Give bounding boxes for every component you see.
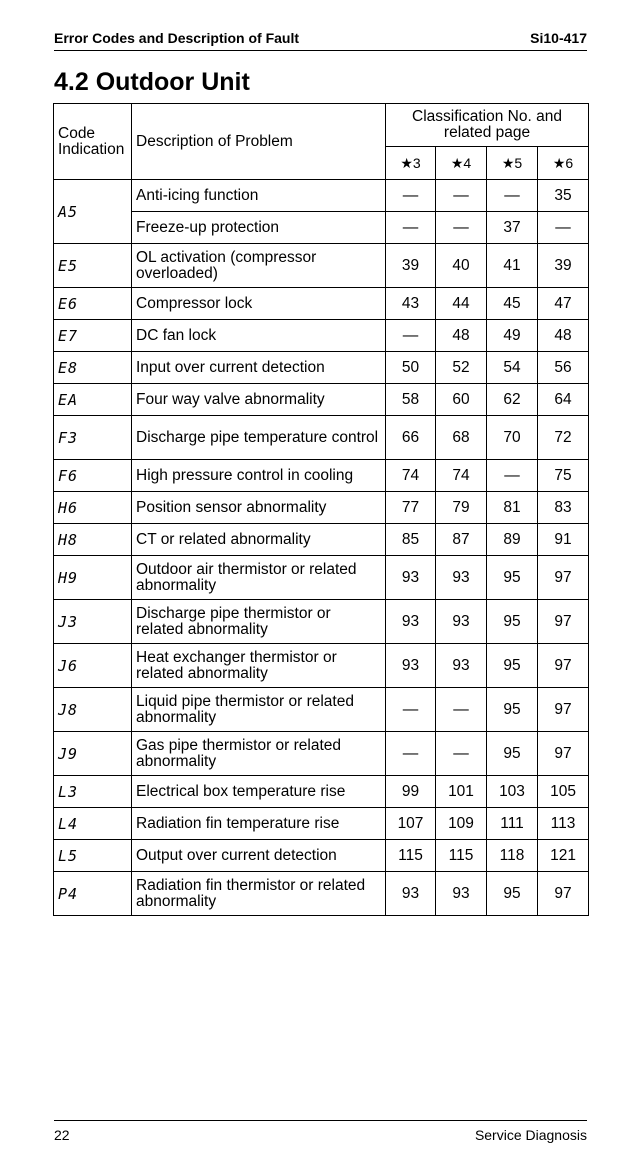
error-code: P4 bbox=[54, 872, 132, 916]
page-ref: 75 bbox=[538, 460, 589, 492]
header-title: Error Codes and Description of Fault bbox=[54, 30, 300, 46]
error-code: A5 bbox=[54, 180, 132, 244]
class-col-5: ★5 bbox=[487, 147, 538, 180]
error-code: E5 bbox=[54, 244, 132, 288]
problem-description: Gas pipe thermistor or related abnormality bbox=[132, 732, 386, 776]
page-ref: — bbox=[436, 688, 487, 732]
page-ref: 93 bbox=[436, 872, 487, 916]
error-code: F6 bbox=[54, 460, 132, 492]
error-code: L4 bbox=[54, 808, 132, 840]
page-ref: 95 bbox=[487, 644, 538, 688]
page-footer bbox=[54, 1120, 587, 1143]
table-row bbox=[54, 688, 589, 732]
page-ref: 97 bbox=[538, 688, 589, 732]
problem-description: Electrical box temperature rise bbox=[132, 776, 386, 808]
page-ref: 101 bbox=[436, 776, 487, 808]
page-ref: — bbox=[487, 180, 538, 212]
page-ref: 113 bbox=[538, 808, 589, 840]
table-row bbox=[54, 776, 589, 808]
error-code: J6 bbox=[54, 644, 132, 688]
problem-description: Freeze-up protection bbox=[132, 212, 386, 244]
page-ref: 97 bbox=[538, 556, 589, 600]
page-ref: 99 bbox=[386, 776, 436, 808]
table-row bbox=[54, 492, 589, 524]
table-row bbox=[54, 320, 589, 352]
page-ref: 105 bbox=[538, 776, 589, 808]
page-ref: 95 bbox=[487, 600, 538, 644]
page-ref: 115 bbox=[436, 840, 487, 872]
problem-description: Input over current detection bbox=[132, 352, 386, 384]
page-ref: 47 bbox=[538, 288, 589, 320]
error-code: H6 bbox=[54, 492, 132, 524]
table-row bbox=[54, 808, 589, 840]
page-ref: 83 bbox=[538, 492, 589, 524]
error-code: E7 bbox=[54, 320, 132, 352]
page-ref: 91 bbox=[538, 524, 589, 556]
page-ref: 35 bbox=[538, 180, 589, 212]
col-header-classification: Classification No. and related page bbox=[386, 104, 589, 147]
class-col-6: ★6 bbox=[538, 147, 589, 180]
problem-description: OL activation (compressor overloaded) bbox=[132, 244, 386, 288]
page-ref: 87 bbox=[436, 524, 487, 556]
page-number: 22 bbox=[54, 1127, 70, 1143]
page-ref: 95 bbox=[487, 556, 538, 600]
table-row bbox=[54, 352, 589, 384]
problem-description: Discharge pipe thermistor or related abnormality bbox=[132, 600, 386, 644]
page-ref: 118 bbox=[487, 840, 538, 872]
page-ref: 115 bbox=[386, 840, 436, 872]
page-ref: 64 bbox=[538, 384, 589, 416]
page-ref: — bbox=[436, 180, 487, 212]
table-row bbox=[54, 244, 589, 288]
page-ref: — bbox=[436, 732, 487, 776]
error-code: EA bbox=[54, 384, 132, 416]
table-row bbox=[54, 524, 589, 556]
page-ref: 39 bbox=[538, 244, 589, 288]
error-code: E6 bbox=[54, 288, 132, 320]
page-ref: — bbox=[386, 212, 436, 244]
page-ref: 93 bbox=[436, 600, 487, 644]
page-ref: 70 bbox=[487, 416, 538, 460]
page-ref: 97 bbox=[538, 600, 589, 644]
problem-description: Liquid pipe thermistor or related abnormality bbox=[132, 688, 386, 732]
table-row bbox=[54, 212, 589, 244]
section-title: 4.2 Outdoor Unit bbox=[54, 68, 250, 96]
page-ref: 68 bbox=[436, 416, 487, 460]
page-ref: 77 bbox=[386, 492, 436, 524]
error-code: J8 bbox=[54, 688, 132, 732]
page-ref: 85 bbox=[386, 524, 436, 556]
page-ref: 39 bbox=[386, 244, 436, 288]
page-ref: 74 bbox=[386, 460, 436, 492]
page-ref: 48 bbox=[538, 320, 589, 352]
page-ref: 40 bbox=[436, 244, 487, 288]
page-ref: 97 bbox=[538, 732, 589, 776]
error-code: J3 bbox=[54, 600, 132, 644]
page-ref: 107 bbox=[386, 808, 436, 840]
problem-description: Output over current detection bbox=[132, 840, 386, 872]
page-ref: 62 bbox=[487, 384, 538, 416]
page-ref: 66 bbox=[386, 416, 436, 460]
col-header-code: Code Indication bbox=[54, 104, 132, 180]
page-ref: 49 bbox=[487, 320, 538, 352]
page-ref: 48 bbox=[436, 320, 487, 352]
page-ref: 93 bbox=[386, 556, 436, 600]
page-ref: 121 bbox=[538, 840, 589, 872]
page-ref: 95 bbox=[487, 688, 538, 732]
problem-description: High pressure control in cooling bbox=[132, 460, 386, 492]
class-col-4: ★4 bbox=[436, 147, 487, 180]
page-ref: 58 bbox=[386, 384, 436, 416]
table-row bbox=[54, 180, 589, 212]
problem-description: CT or related abnormality bbox=[132, 524, 386, 556]
page-header bbox=[54, 28, 587, 51]
problem-description: Position sensor abnormality bbox=[132, 492, 386, 524]
error-code: J9 bbox=[54, 732, 132, 776]
table-row bbox=[54, 732, 589, 776]
table-row bbox=[54, 460, 589, 492]
page-ref: 89 bbox=[487, 524, 538, 556]
page-ref: 93 bbox=[436, 644, 487, 688]
page-ref: — bbox=[386, 320, 436, 352]
page-ref: 93 bbox=[386, 872, 436, 916]
error-code: E8 bbox=[54, 352, 132, 384]
page-ref: 93 bbox=[386, 600, 436, 644]
error-code: L5 bbox=[54, 840, 132, 872]
page-ref: — bbox=[487, 460, 538, 492]
page-ref: 74 bbox=[436, 460, 487, 492]
page-ref: 45 bbox=[487, 288, 538, 320]
header-doc-id: Si10-417 bbox=[530, 30, 587, 46]
page-ref: 95 bbox=[487, 732, 538, 776]
page-ref: 56 bbox=[538, 352, 589, 384]
page-ref: — bbox=[386, 688, 436, 732]
col-header-description: Description of Problem bbox=[132, 104, 386, 180]
page-ref: 79 bbox=[436, 492, 487, 524]
problem-description: Anti-icing function bbox=[132, 180, 386, 212]
table-row bbox=[54, 600, 589, 644]
page-ref: 37 bbox=[487, 212, 538, 244]
page-ref: — bbox=[386, 180, 436, 212]
page-ref: 72 bbox=[538, 416, 589, 460]
footer-section: Service Diagnosis bbox=[474, 1127, 587, 1143]
problem-description: Heat exchanger thermistor or related abnormality bbox=[132, 644, 386, 688]
page-ref: 97 bbox=[538, 644, 589, 688]
page-ref: 52 bbox=[436, 352, 487, 384]
page-ref: 93 bbox=[436, 556, 487, 600]
table-row bbox=[54, 872, 589, 916]
table-row bbox=[54, 644, 589, 688]
table-row bbox=[54, 416, 589, 460]
problem-description: Radiation fin thermistor or related abnormality bbox=[132, 872, 386, 916]
page-ref: 109 bbox=[436, 808, 487, 840]
problem-description: Four way valve abnormality bbox=[132, 384, 386, 416]
page-ref: 44 bbox=[436, 288, 487, 320]
problem-description: Discharge pipe temperature control bbox=[132, 416, 386, 460]
page-ref: 41 bbox=[487, 244, 538, 288]
class-col-3: ★3 bbox=[386, 147, 436, 180]
page-ref: 111 bbox=[487, 808, 538, 840]
page-ref: 54 bbox=[487, 352, 538, 384]
page-ref: 93 bbox=[386, 644, 436, 688]
page-ref: 81 bbox=[487, 492, 538, 524]
table-row bbox=[54, 840, 589, 872]
error-code: H9 bbox=[54, 556, 132, 600]
page-ref: — bbox=[436, 212, 487, 244]
page-ref: 103 bbox=[487, 776, 538, 808]
page-ref: — bbox=[538, 212, 589, 244]
error-code: L3 bbox=[54, 776, 132, 808]
problem-description: Outdoor air thermistor or related abnormality bbox=[132, 556, 386, 600]
error-code: H8 bbox=[54, 524, 132, 556]
problem-description: DC fan lock bbox=[132, 320, 386, 352]
error-code: F3 bbox=[54, 416, 132, 460]
problem-description: Compressor lock bbox=[132, 288, 386, 320]
error-code-table bbox=[53, 103, 589, 916]
table-row bbox=[54, 384, 589, 416]
page-ref: 97 bbox=[538, 872, 589, 916]
page-ref: — bbox=[386, 732, 436, 776]
problem-description: Radiation fin temperature rise bbox=[132, 808, 386, 840]
page-ref: 50 bbox=[386, 352, 436, 384]
page-ref: 95 bbox=[487, 872, 538, 916]
table-row bbox=[54, 556, 589, 600]
table-row bbox=[54, 288, 589, 320]
page-ref: 60 bbox=[436, 384, 487, 416]
page-ref: 43 bbox=[386, 288, 436, 320]
